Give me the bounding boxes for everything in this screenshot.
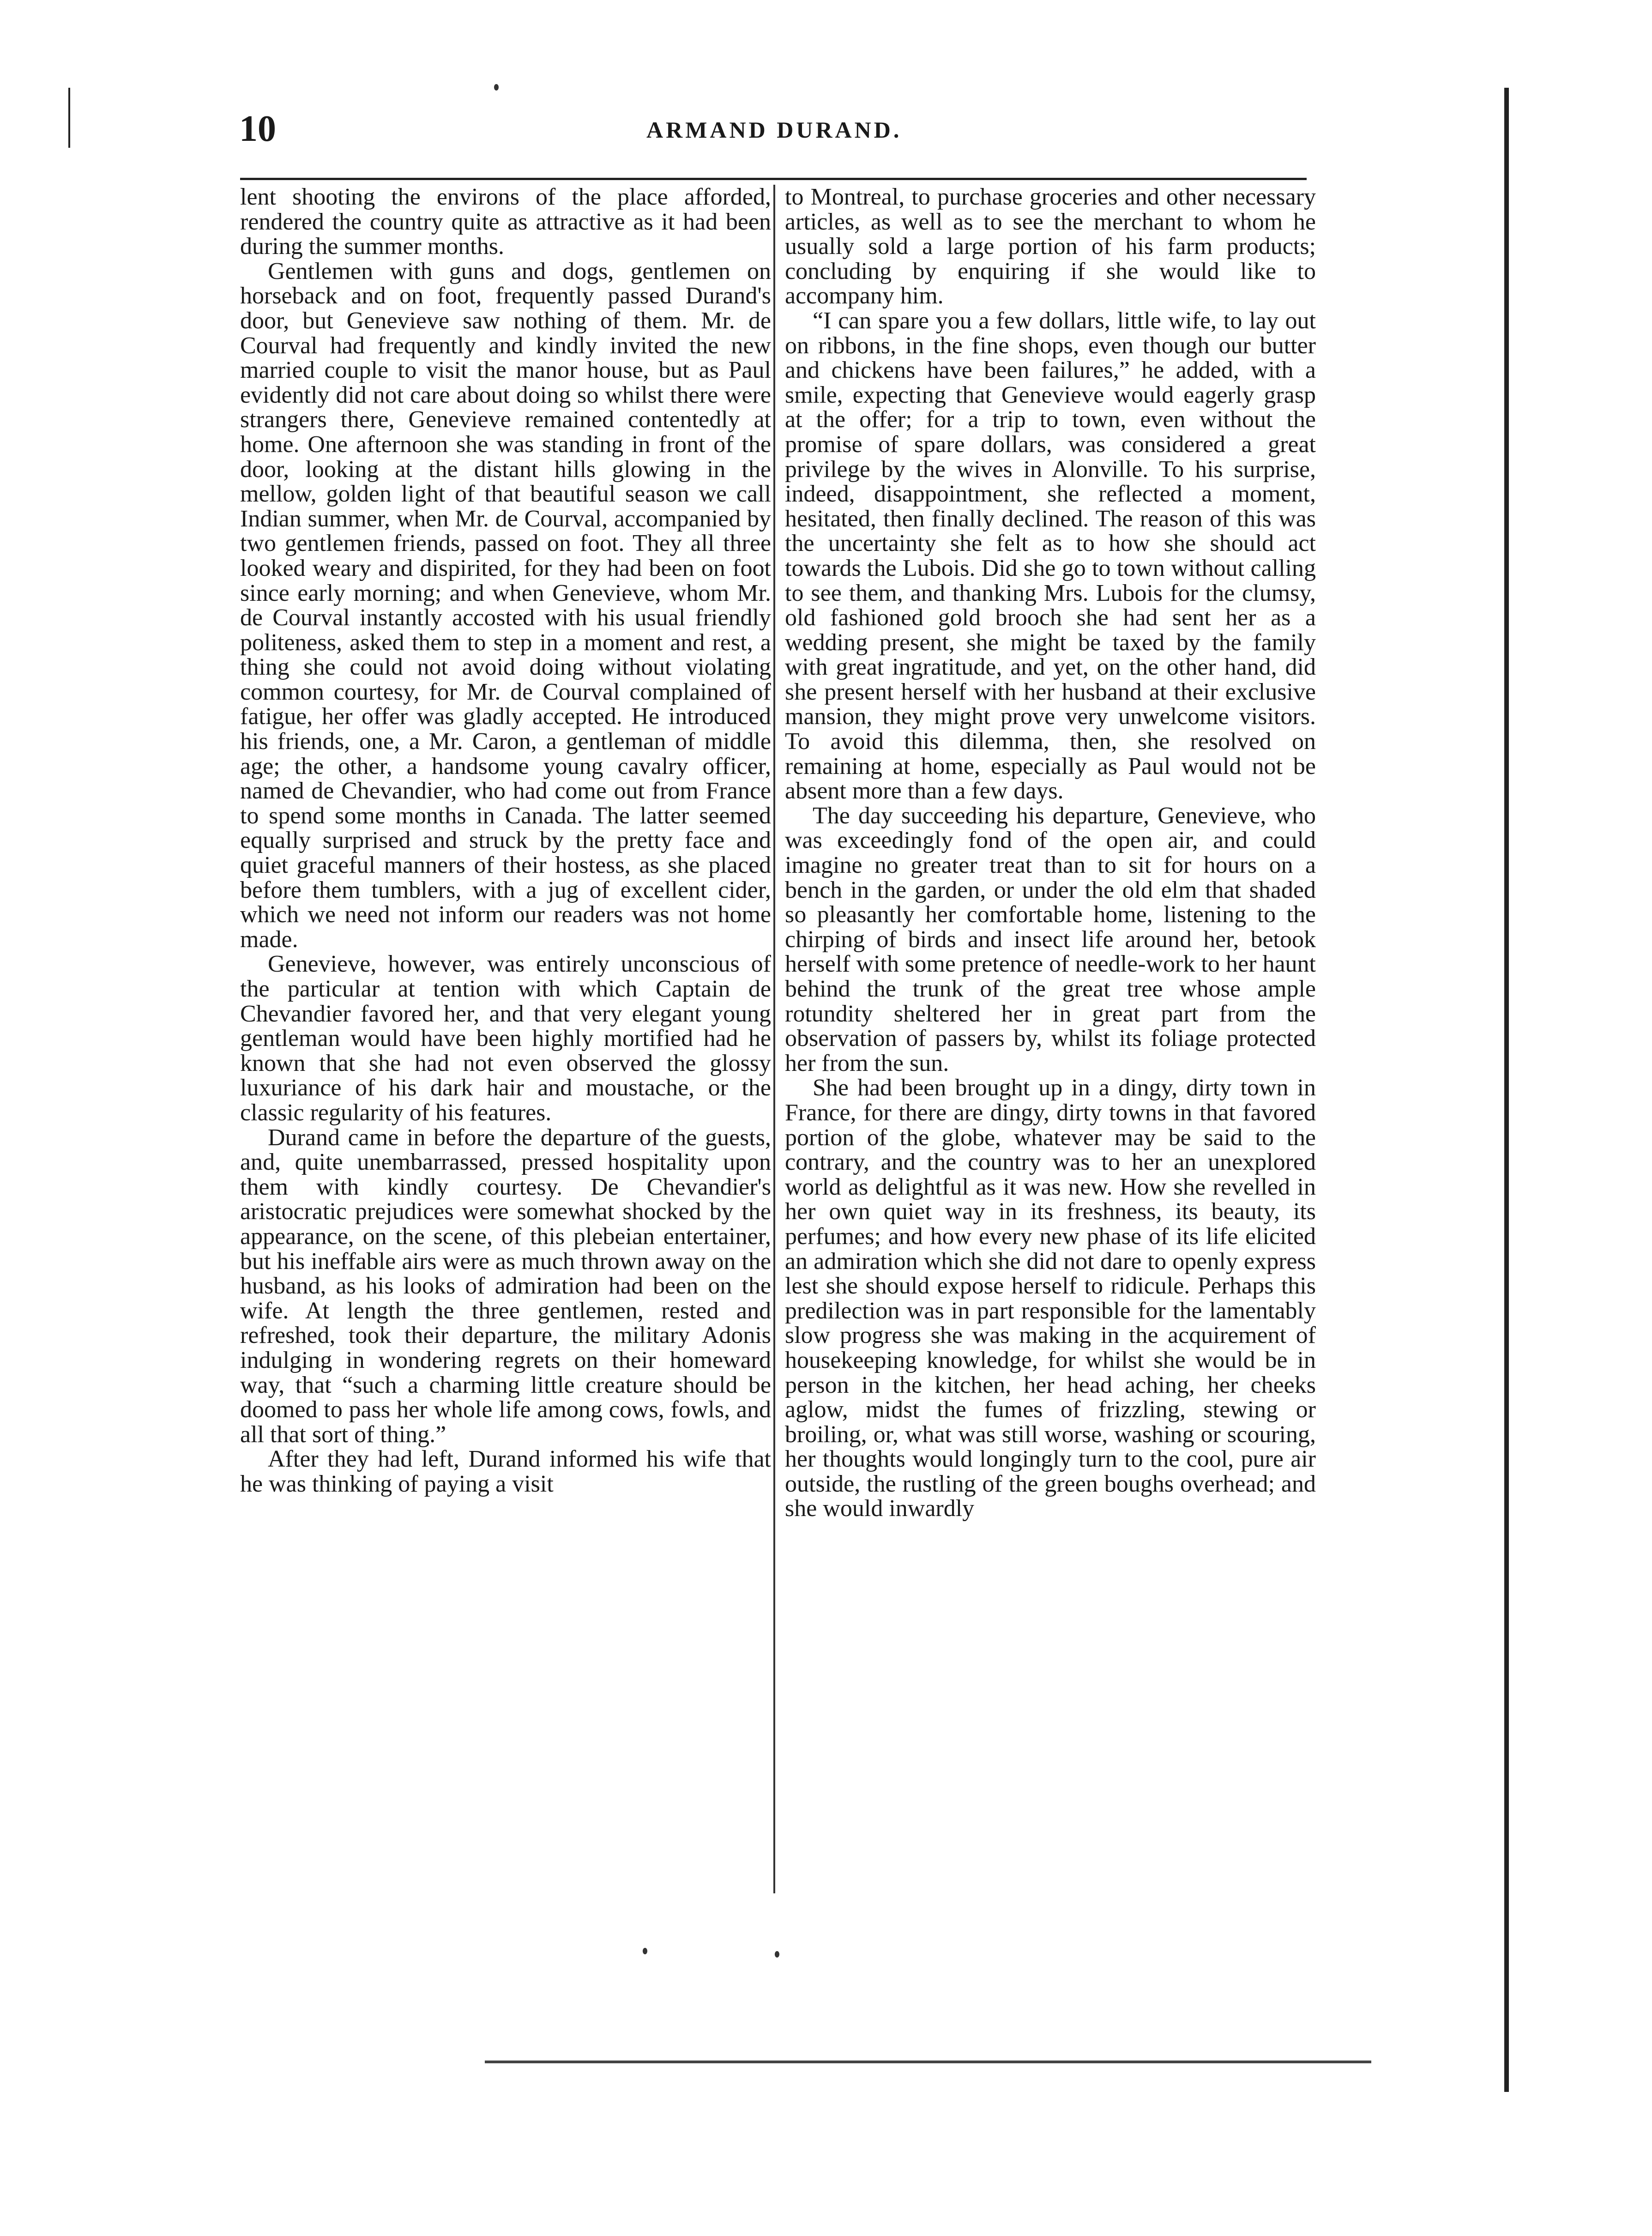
ink-speck <box>643 1948 647 1954</box>
page-number: 10 <box>239 109 276 149</box>
column-divider <box>773 185 775 1893</box>
paragraph: The day succeeding his departure, Genevieve, who was exceedingly fond of the open air, and could imagine no greater treat than to sit for hours on a bench in the garden, or under the old elm that shaded so pleasantly her comfortable home, listening to the chirping of birds and insect life around her, betook herself with some pretence of needle-work to her haunt behind the trunk of the great tree whose ample rotundity sheltered her in great part from the observation of passers by, whilst its foliage protected her from the sun. <box>785 802 1316 1076</box>
paragraph: lent shooting the environs of the place afforded, rendered the country quite as attractive as it had been during the summer months. <box>240 184 771 260</box>
footer-rule <box>485 2061 1371 2063</box>
right-column <box>785 185 1316 1521</box>
paragraph: Genevieve, however, was entirely unconscious of the particular at tention with which Captain de Chevandier favored her, and that very elegant young gentleman would have been highly mortified had he known that she had not even observed the glossy luxuriance of his dark hair and moustache, or the classic regularity of his features. <box>240 951 771 1126</box>
left-column <box>240 185 771 1496</box>
paragraph: Durand came in before the departure of the guests, and, quite unembarrassed, pressed hospitality upon them with kindly courtesy. De Chevandier's aristocratic prejudices were somewhat shocked by the appearance, on the scene, of this plebeian entertainer, but his ineffable airs were as much thrown away on the husband, as his looks of admiration had been on the wife. At length the three gentlemen, rested and refreshed, took their departure, the military Adonis indulging in wondering regrets on their homeward way, that “such a charming little creature should be doomed to pass her whole life among cows, fowls, and all that sort of thing.” <box>240 1124 771 1448</box>
paragraph: Gentlemen with guns and dogs, gentlemen on horseback and on foot, frequently passed Durand's door, but Genevieve saw nothing of them. Mr. de Courval had frequently and kindly invited the new married couple to visit the manor house, but as Paul evidently did not care about doing so whilst there were strangers there, Genevieve remained contentedly at home. One afternoon she was standing in front of the door, looking at the distant hills glowing in the mellow, golden light of that beautiful season we call Indian summer, when Mr. de Courval, accompanied by two gentlemen friends, passed on foot. They all three looked weary and dispirited, for they had been on foot since early morning; and when Genevieve, whom Mr. de Courval instantly accosted with his usual friendly politeness, asked them to step in a moment and rest, a thing she could not avoid doing without violating common courtesy, for Mr. de Courval complained of fatigue, her offer was gladly accepted. He introduced his friends, one, a Mr. Caron, a gentleman of middle age; the other, a handsome young cavalry officer, named de Chevandier, who had come out from France to spend some months in Canada. The latter seemed equally surprised and struck by the pretty face and quiet graceful manners of their hostess, as she placed before them tumblers, with a jug of excellent cider, which we need not inform our readers was not home made. <box>240 258 771 953</box>
paragraph: After they had left, Durand informed his wife that he was thinking of paying a visit <box>240 1446 771 1497</box>
paragraph: to Montreal, to purchase groceries and other necessary articles, as well as to see the merchant to whom he usually sold a large portion of his farm products; concluding by enquiring if she would like to accompany him. <box>785 184 1316 309</box>
paragraph: “I can spare you a few dollars, little wife, to lay out on ribbons, in the fine shops, even though our butter and chickens have been failures,” he added, with a smile, expecting that Genevieve would eagerly grasp at the offer; for a trip to town, even without the promise of spare dollars, was considered a great privilege by the wives in Alonville. To his surprise, indeed, disappointment, she reflected a moment, hesitated, then finally declined. The reason of this was the uncertainty she felt as to how she should act towards the Lubois. Did she go to town without calling to see them, and thanking Mrs. Lubois for the clumsy, old fashioned gold brooch she had sent her as a wedding present, she might be taxed by the family with great ingratitude, and yet, on the other hand, did she present herself with her husband at their exclusive mansion, they might prove very unwelcome visitors. To avoid this dilemma, then, she resolved on remaining at home, especially as Paul would not be absent more than a few days. <box>785 307 1316 804</box>
ink-speck <box>494 84 499 91</box>
header-rule <box>240 178 1307 180</box>
right-binding-edge <box>1504 88 1509 2092</box>
running-title: ARMAND DURAND. <box>646 117 902 143</box>
ink-speck <box>775 1951 779 1958</box>
left-edge-mark <box>68 88 70 148</box>
paragraph: She had been brought up in a dingy, dirty town in France, for there are dingy, dirty towns in that favored portion of the globe, whatever may be said to the contrary, and the country was to her an unexplored world as delightful as it was new. How she revelled in her own quiet way in its freshness, its beauty, its perfumes; and how every new phase of its life elicited an admiration which she did not dare to openly express lest she should expose herself to ridicule. Perhaps this predilection was in part responsible for the lamentably slow progress she was making in the acquirement of housekeeping knowledge, for whilst she would be in person in the kitchen, her head aching, her cheeks aglow, midst the fumes of frizzling, stewing or broiling, or, what was still worse, washing or scouring, her thoughts would longingly turn to the cool, pure air outside, the rustling of the green boughs overhead; and she would inwardly <box>785 1075 1316 1522</box>
